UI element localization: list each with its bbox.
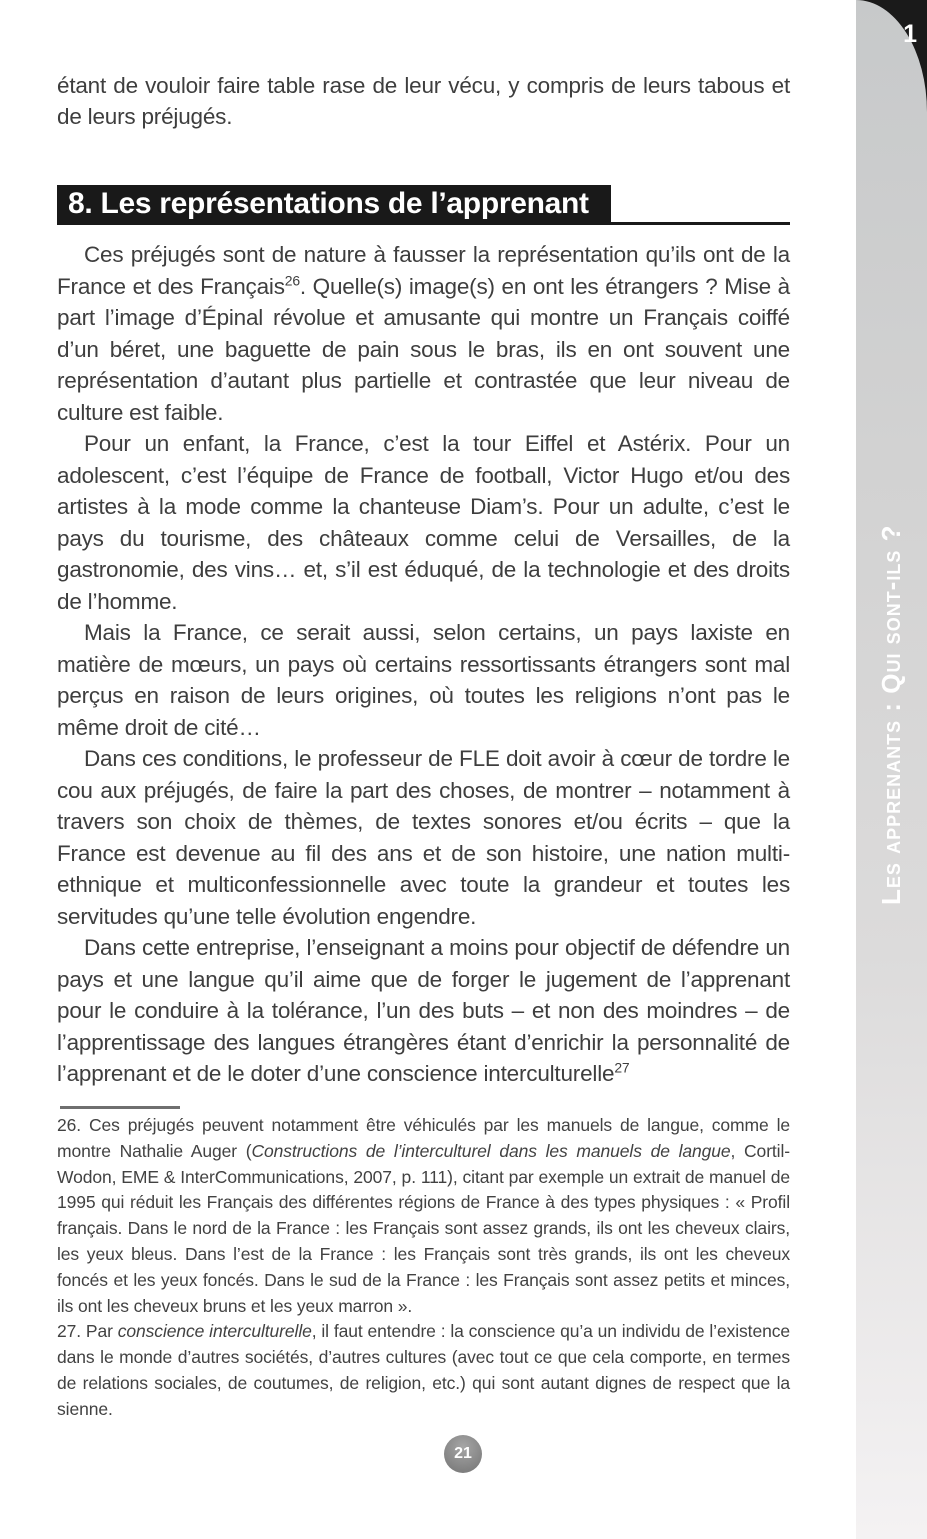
- footnote-separator: [60, 1106, 180, 1109]
- section-heading: 8. Les représentations de l’apprenant: [57, 185, 611, 222]
- footnote: 26. Ces préjugés peuvent notamment être véhiculés par les manuels de langue, comme le montre Nathalie Auger (Constructions de l’interculturel dans les manuels de langue, Cortil-Wodon, EME & InterCommunications, 2007, p. 111), citant par exemple un extrait de manuel de 1995 qui réduit les Français des différentes régions de France à des types physiques : « Profil français. Dans le nord de la France : les Français sont assez grands, ils ont les cheveux clairs, les yeux bleus. Dans l’est de la France : les Français sont très grands, ils ont les cheveux foncés et les yeux foncés. Dans le sud de la France : les Français sont assez petits et minces, ils ont les cheveux bruns et les yeux marron ».: [57, 1115, 790, 1316]
- chapter-sidebar: [856, 0, 927, 1539]
- page-number-badge: 21: [444, 1435, 482, 1473]
- continuation-paragraph: étant de vouloir faire table rase de leur vécu, y compris de leurs tabous et de leurs préjugés.: [57, 72, 790, 129]
- body-paragraph: Dans ces conditions, le professeur de FLE doit avoir à cœur de tordre le cou aux préjugés, de faire la part des choses, de montrer – notamment à travers son choix de thèmes, de textes sonores et/ou écrits – que la France est devenue au fil des ans et de son histoire, une nation multi-ethnique et multiconfessionnelle avec toute la grandeur et toutes les servitudes qu’une telle évolution engendre.: [57, 746, 790, 929]
- body-text-block: [57, 239, 790, 1090]
- body-paragraph: Pour un enfant, la France, c’est la tour Eiffel et Astérix. Pour un adolescent, c’est l’équipe de France de football, Victor Hugo et/ou des artistes à la mode comme la chanteuse Diam’s. Pour un adulte, c’est le pays du tourisme, des châteaux comme celui de Versailles, de la gastronomie, des vins… et, s’il est éduqué, de la technologie et des droits de l’homme.: [57, 431, 790, 614]
- footnote: 27. Par conscience interculturelle, il faut entendre : la conscience qu’a un individu de l’existence dans le monde d’autres sociétés, d’autres cultures (avec tout ce que cela comporte, en termes de relations sociales, de coutumes, de religion, etc.) qui sont autant dignes de respect que la sienne.: [57, 1321, 790, 1419]
- body-paragraph: Mais la France, ce serait aussi, selon certains, un pays laxiste en matière de mœurs, un pays où certains ressortissants étrangers sont mal perçus en raison de leurs origines, où toutes les religions n’ont pas le même droit de cité…: [57, 620, 790, 740]
- section-heading-rule: [57, 185, 790, 225]
- chapter-vertical-title: Les apprenants : Qui sont-ils ?: [876, 524, 906, 906]
- body-paragraph: Ces préjugés sont de nature à fausser la représentation qu’ils ont de la France et des Français$^{26}$. Quelle(s) image(s) en ont les étrangers ? Mise à part l’image d’Épinal révolue et amusante qui montre un Français coiffé d’un béret, une baguette de pain sous le bras, ils en ont souvent une représentation d’autant plus partielle et contrastée que leur niveau de culture est faible.: [57, 242, 790, 425]
- footnotes-block: [57, 1113, 790, 1423]
- body-paragraph: Dans cette entreprise, l’enseignant a moins pour objectif de défendre un pays et une langue qu’il aime que de forger le jugement de l’apprenant pour le conduire à la tolérance, l’un des buts – et non des moindres – de l’apprentissage des langues étrangères étant d’enrichir la personnalité de l’apprenant et de le doter d’une conscience interculturelle$^{27}$: [57, 935, 790, 1086]
- chapter-number-tab: 1: [903, 20, 917, 48]
